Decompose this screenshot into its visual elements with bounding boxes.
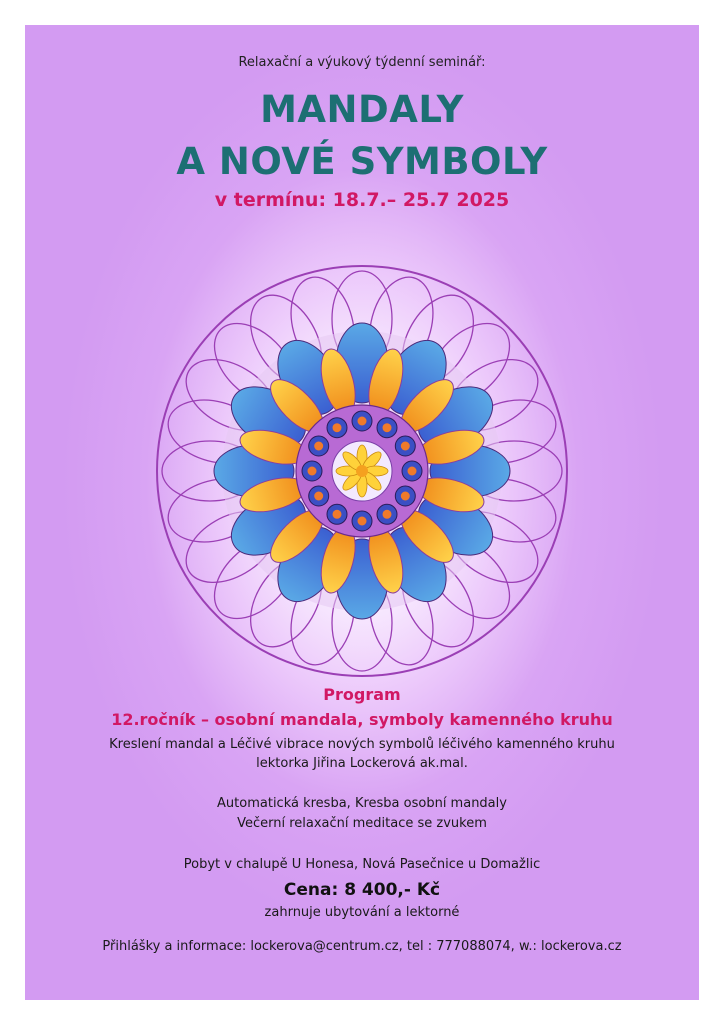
- mandala-eye-center: [314, 492, 323, 501]
- mandala-eye-center: [383, 510, 392, 519]
- program-line-2: lektorka Jiřina Lockerová ak.mal.: [256, 756, 468, 771]
- contact-info: Přihlášky a informace: lockerova@centrum.cz, tel : 777088074, w.: lockerova.cz: [102, 939, 622, 954]
- program-heading: Program: [323, 685, 401, 704]
- venue-info: Pobyt v chalupě U Honesa, Nová Pasečnice u Domažlic: [183, 857, 541, 872]
- program-line-1: Kreslení mandal a Léčivé vibrace nových symbolů léčivého kamenného kruhu: [109, 737, 615, 752]
- poster: [25, 25, 699, 1000]
- mandala-center-dot: [356, 465, 368, 477]
- program-line-3: Automatická kresba, Kresba osobní mandaly: [217, 796, 507, 811]
- price: Cena: 8 400,- Kč: [283, 880, 441, 900]
- program-line-4: Večerní relaxační meditace se zvukem: [237, 816, 487, 831]
- mandala-eye-center: [358, 417, 367, 426]
- title-line-2: A NOVÉ SYMBOLY: [176, 140, 548, 183]
- mandala-eye-center: [314, 442, 323, 451]
- program-topic: 12.ročník – osobní mandala, symboly kamenného kruhu: [111, 710, 613, 729]
- mandala-eye-center: [401, 442, 410, 451]
- title-line-1: MANDALY: [260, 88, 464, 131]
- mandala-eye-center: [358, 517, 367, 526]
- mandala-eye-center: [383, 423, 392, 432]
- mandala-illustration: [152, 231, 572, 691]
- seminar-subtitle: Relaxační a výukový týdenní seminář:: [238, 55, 486, 70]
- mandala-eye-center: [333, 423, 342, 432]
- mandala-eye-center: [308, 467, 317, 476]
- mandala-eye-center: [408, 467, 417, 476]
- mandala-eye-center: [333, 510, 342, 519]
- price-note: zahrnuje ubytování a lektorné: [264, 905, 460, 920]
- mandala-eye-center: [401, 492, 410, 501]
- seminar-dates: v termínu: 18.7.– 25.7 2025: [214, 189, 510, 211]
